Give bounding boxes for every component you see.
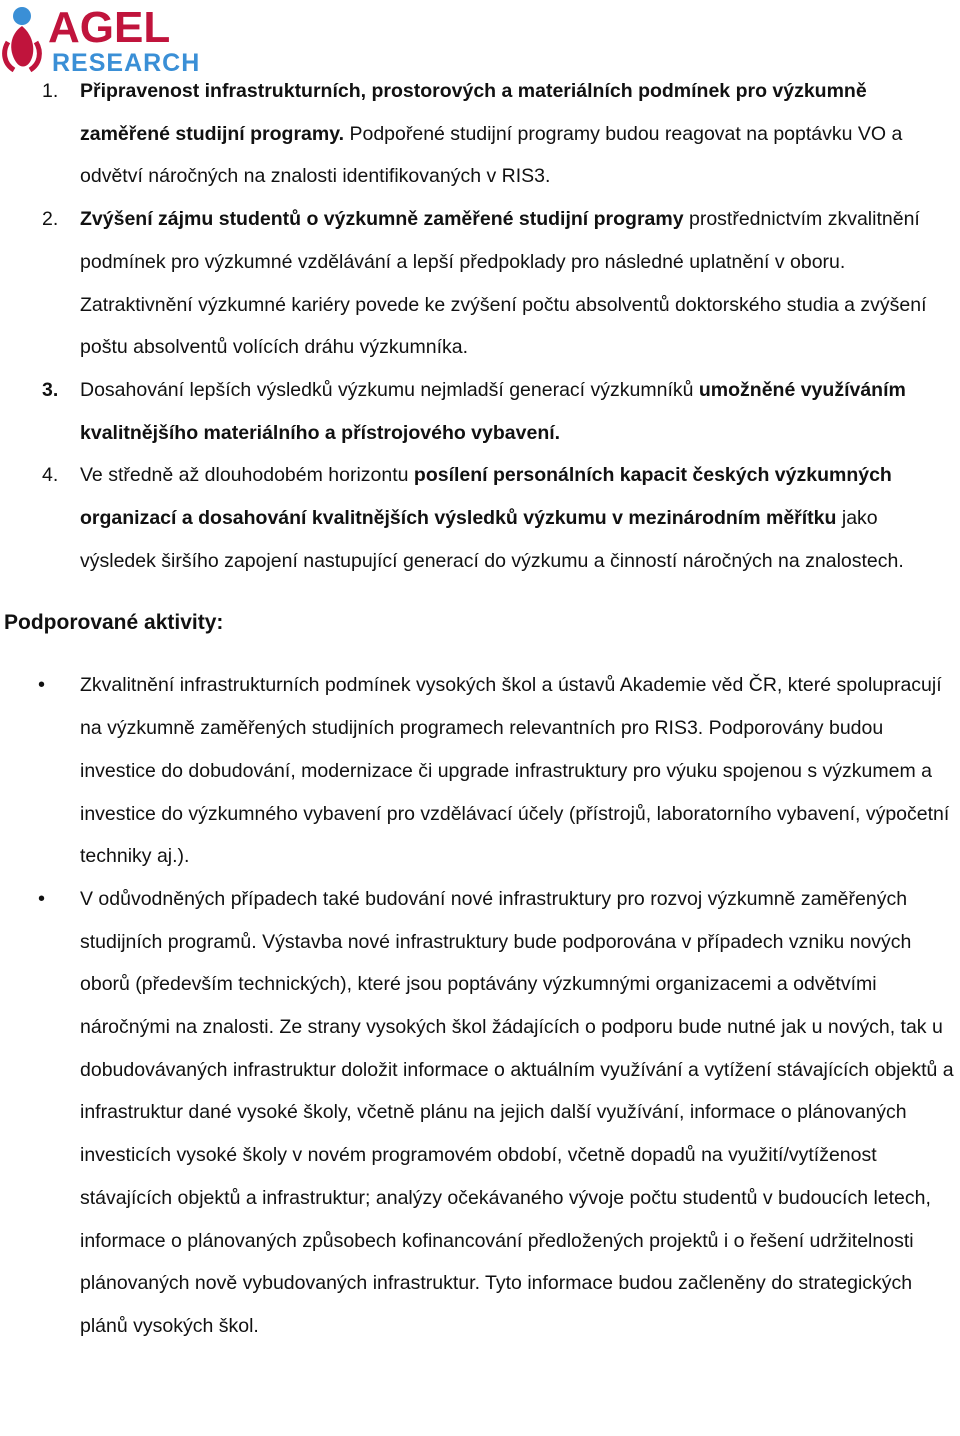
numbered-item-4 bbox=[0, 454, 960, 582]
item-number: 2. bbox=[42, 208, 59, 231]
logo-graphic bbox=[2, 2, 212, 74]
bullet-item-1 bbox=[0, 664, 960, 878]
item-text: Ve středně až dlouhodobém horizontu bbox=[80, 464, 414, 487]
item-number: 1. bbox=[42, 80, 59, 102]
bullet-text: V odůvodněných případech také budování nové infrastruktury pro rozvoj výzkumně zaměřených studijních programů. Výstavba nové infrastruktury bude podporována v případech vzniku nových oborů (především technických), které jsou poptávány výzkumnými organizacemi a odvětvími náročnými na znalosti. Ze strany vysokých škol žádajících o podporu bude nutné jak u nových, tak u dobudovávaných infrastruktur doložit informace o aktuálním využívání a vytížení stávajících objektů a infrastruktur dané vysoké školy, včetně plánu na jejich další využívání, informace o plánovaných investicích vysoké školy v novém programovém období, včetně dopadů na využití/vytíženost stávajících objektů a infrastruktur; analýzy očekávaného vývoje počtu studentů v budoucích letech, informace o plánovaných způsobech kofinancování předložených projektů i o řešení udržitelnosti plánovaných nově vybudovaných infrastruktur. Tyto informace budou začleněny do strategických plánů vysokých škol. bbox=[80, 887, 954, 1337]
item-bold-mid: posílení personálních kapacit českých výzkumných organizací a dosahování kvalitnějších výsledků výzkumu v mezinárodním měřítku bbox=[80, 464, 892, 530]
item-text: prostřednictvím zkvalitnění podmínek pro výzkumné vzdělávání a lepší předpoklady pro následné uplatnění v oboru. Zatraktivnění výzkumné kariéry povede ke zvýšení počtu absolventů doktorského studia a zvýšení poštu absolventů volících dráhu výzkumníka. bbox=[80, 208, 927, 359]
logo-text-agel: AGEL bbox=[48, 3, 171, 52]
logo-text-research: RESEARCH bbox=[52, 49, 201, 74]
numbered-item-3 bbox=[0, 369, 960, 454]
item-bold-end: umožněné využíváním kvalitnějšího materiálního a přístrojového vybavení. bbox=[80, 378, 906, 444]
numbered-item-1 bbox=[0, 70, 960, 198]
bullet-icon: • bbox=[38, 887, 46, 910]
item-text-end: jako výsledek širšího zapojení nastupující generací do výzkumu a činností náročných na znalostech. bbox=[80, 507, 904, 572]
bullet-icon: • bbox=[38, 674, 46, 697]
item-number: 4. bbox=[42, 464, 59, 487]
item-bold-lead: Zvýšení zájmu studentů o výzkumně zaměřené studijní programy bbox=[80, 208, 684, 231]
item-bold-lead: Připravenost infrastrukturních, prostorových a materiálních podmínek pro výzkumně zaměřené studijní programy. bbox=[80, 80, 867, 145]
section-heading: Podporované aktivity: bbox=[4, 611, 224, 635]
agel-research-logo bbox=[2, 2, 212, 74]
item-number: 3. bbox=[42, 378, 59, 401]
document-body bbox=[0, 70, 960, 1348]
item-text: Dosahování lepších výsledků výzkumu nejmladší generací výzkumníků bbox=[80, 378, 699, 401]
logo-mark-icon bbox=[5, 7, 40, 70]
item-text: Podpořené studijní programy budou reagovat na poptávku VO a odvětví náročných na znalosti identifikovaných v RIS3. bbox=[80, 122, 903, 188]
bullet-text: Zkvalitnění infrastrukturních podmínek vysokých škol a ústavů Akademie věd ČR, které spolupracují na výzkumně zaměřených studijních programech relevantních pro RIS3. Podporovány budou investice do dobudování, modernizace či upgrade infrastruktury pro výuku spojenou s výzkumem a investice do výzkumného vybavení pro vzdělávací účely (přístrojů, laboratorního vybavení, výpočetní techniky aj.). bbox=[80, 674, 950, 868]
numbered-item-2 bbox=[0, 198, 960, 369]
bullet-item-2 bbox=[0, 878, 960, 1348]
